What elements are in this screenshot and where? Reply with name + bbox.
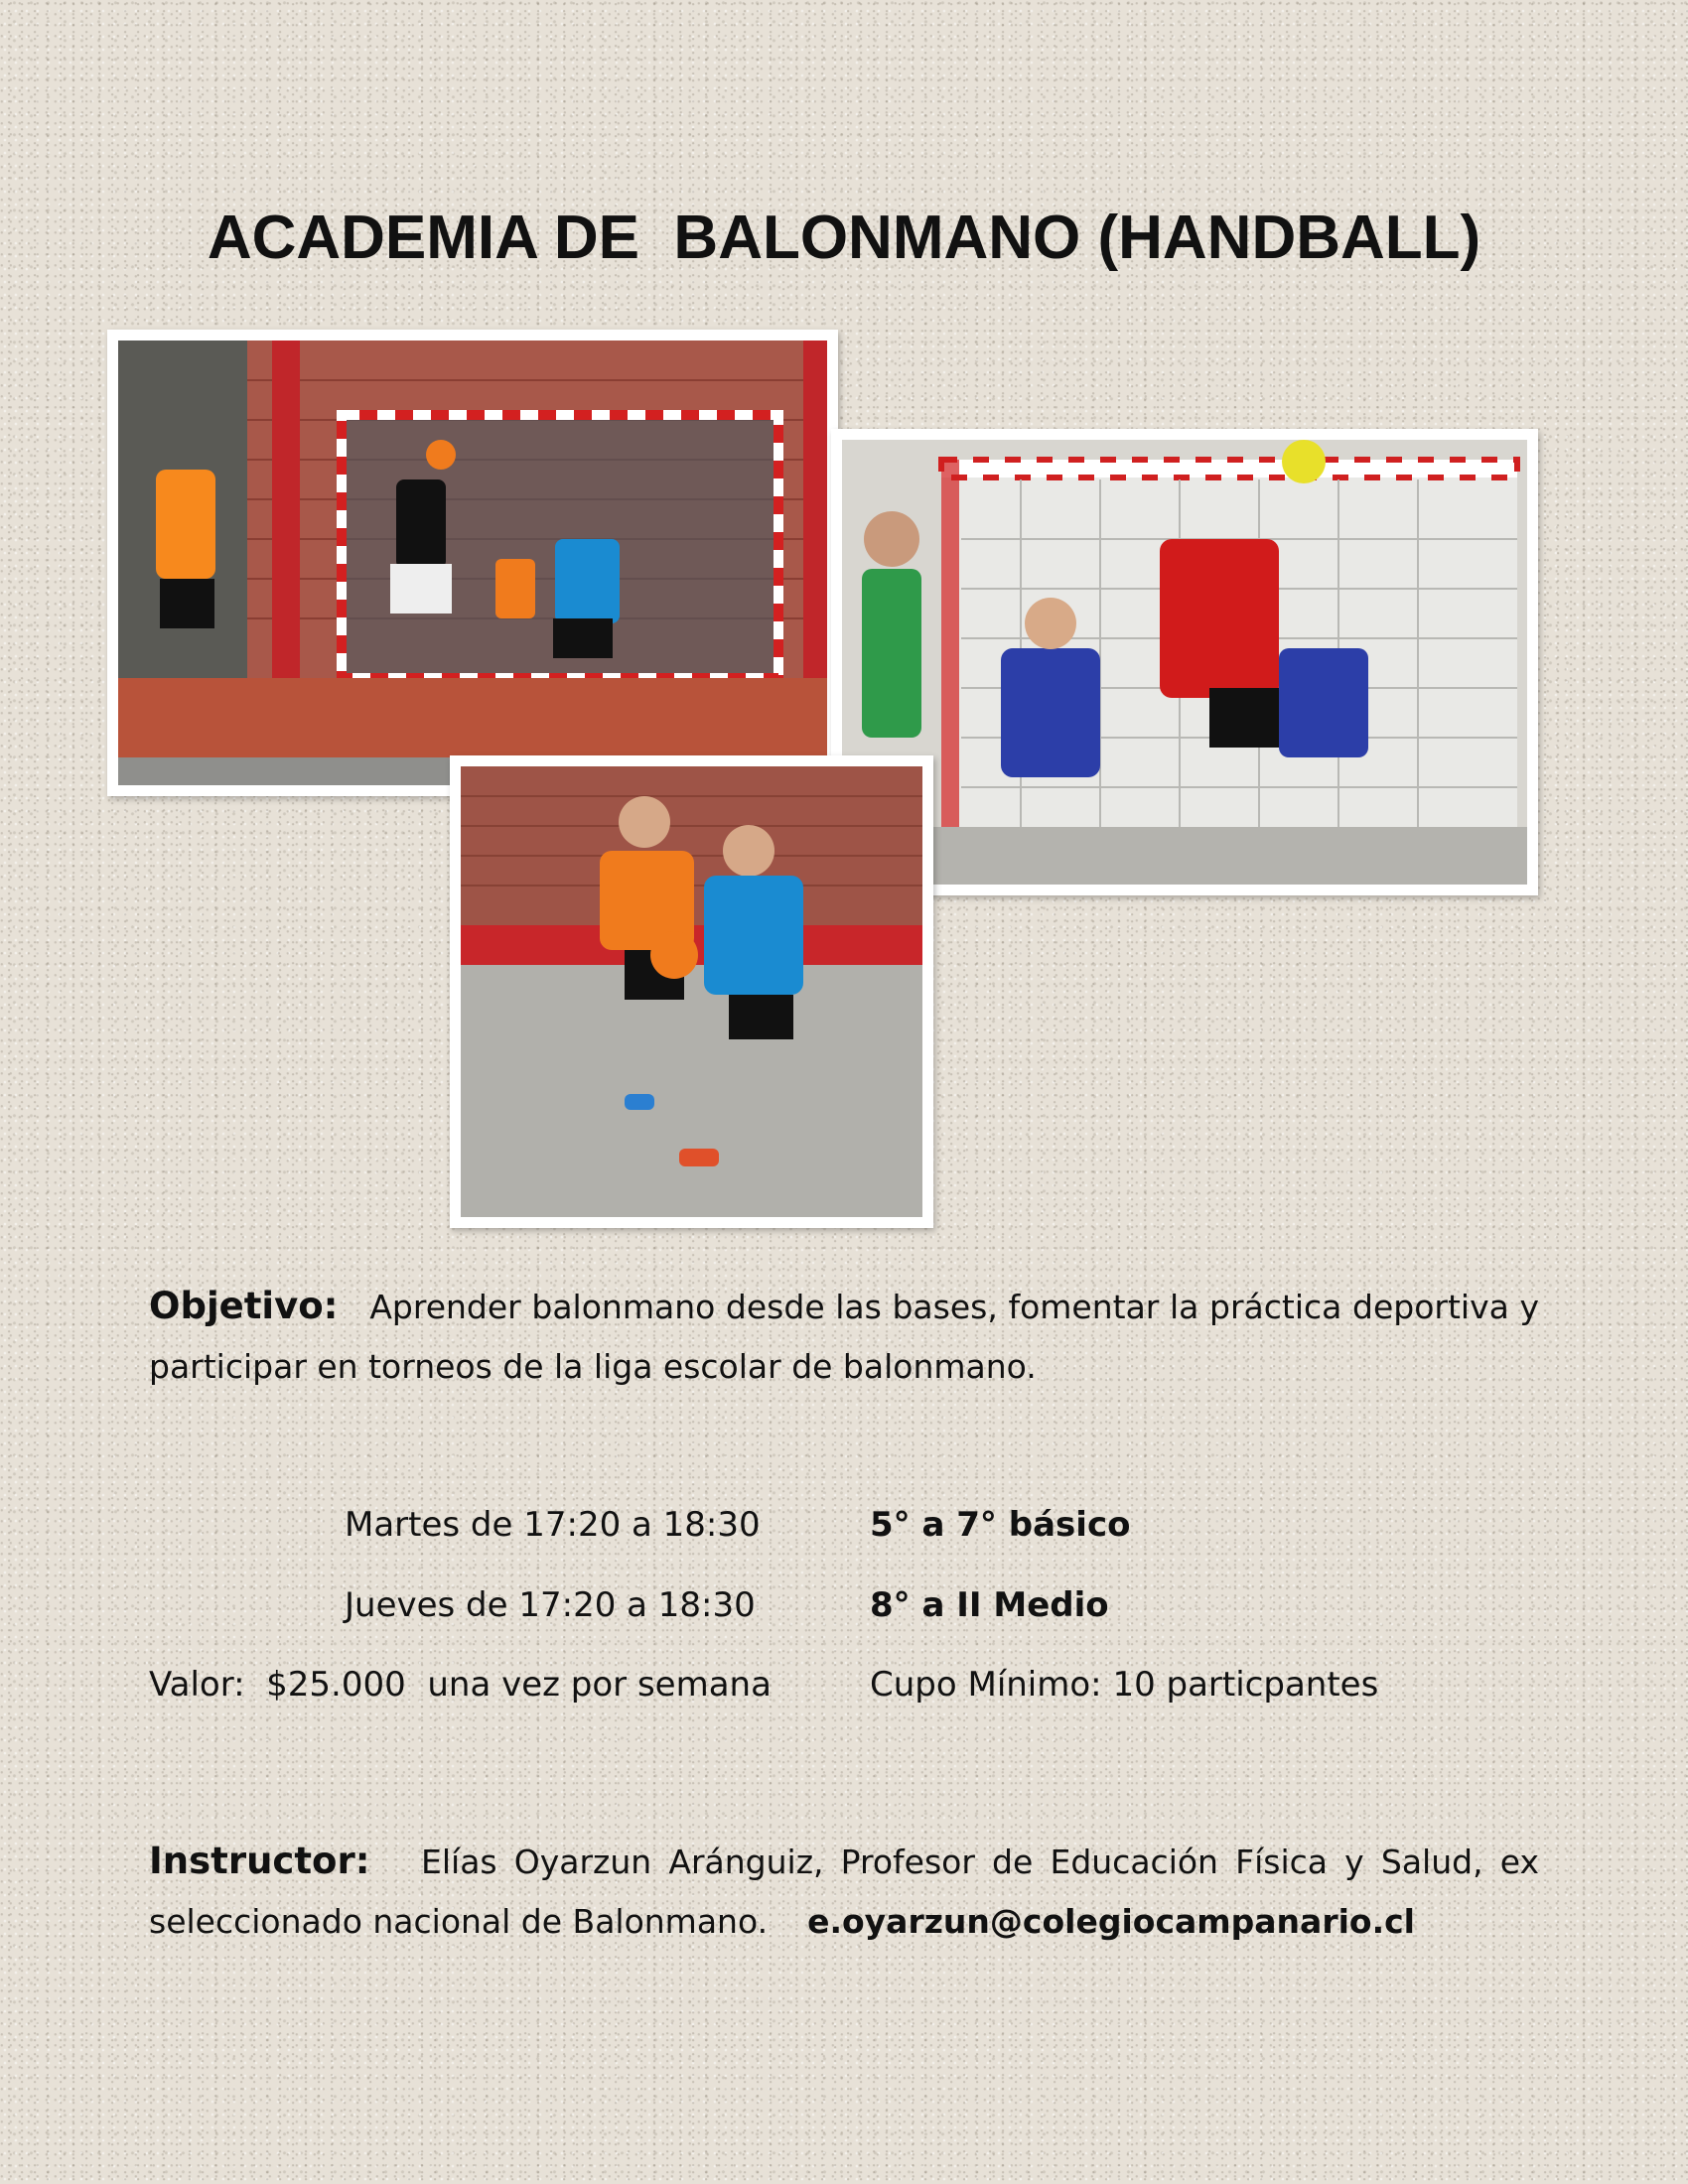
schedule-time-2: Jueves de 17:20 a 18:30 — [345, 1585, 756, 1625]
objective-paragraph: Objetivo: Aprender balonmano desde las bases, fomentar la práctica deportiva y participar en torneos de la liga escolar de balonmano. — [149, 1285, 1539, 1386]
objective-text: Aprender balonmano desde las bases, fomentar la práctica deportiva y participar en torneos de la liga escolar de balonmano. — [149, 1288, 1539, 1386]
schedule-level-1: 5° a 7° básico — [870, 1505, 1131, 1545]
photo-handball-girls-running — [450, 755, 933, 1228]
instructor-text: Elías Oyarzun Aránguiz, Profesor de Educación Física y Salud, ex seleccionado nacional de Balonmano. — [149, 1843, 1539, 1941]
schedule-time-1: Martes de 17:20 a 18:30 — [345, 1505, 761, 1545]
instructor-label: Instructor — [149, 1840, 355, 1882]
photo-handball-girls-goal — [107, 330, 838, 796]
quota-text: Cupo Mínimo: 10 particpantes — [870, 1665, 1379, 1705]
page-title: ACADEMIA DE BALONMANO (HANDBALL) — [207, 204, 1481, 272]
objective-label: Objetivo — [149, 1285, 324, 1327]
schedule-level-2: 8° a II Medio — [870, 1585, 1109, 1625]
photo-handball-boys-jump-shot — [831, 429, 1538, 895]
instructor-paragraph: Instructor: Elías Oyarzun Aránguiz, Profesor de Educación Física y Salud, ex seleccionado nacional de Balonmano. e.oyarzun@colegiocampanario.cl — [149, 1840, 1539, 1941]
price-text: Valor: $25.000 una vez por semana — [149, 1665, 772, 1705]
instructor-email[interactable]: e.oyarzun@colegiocampanario.cl — [807, 1902, 1415, 1941]
